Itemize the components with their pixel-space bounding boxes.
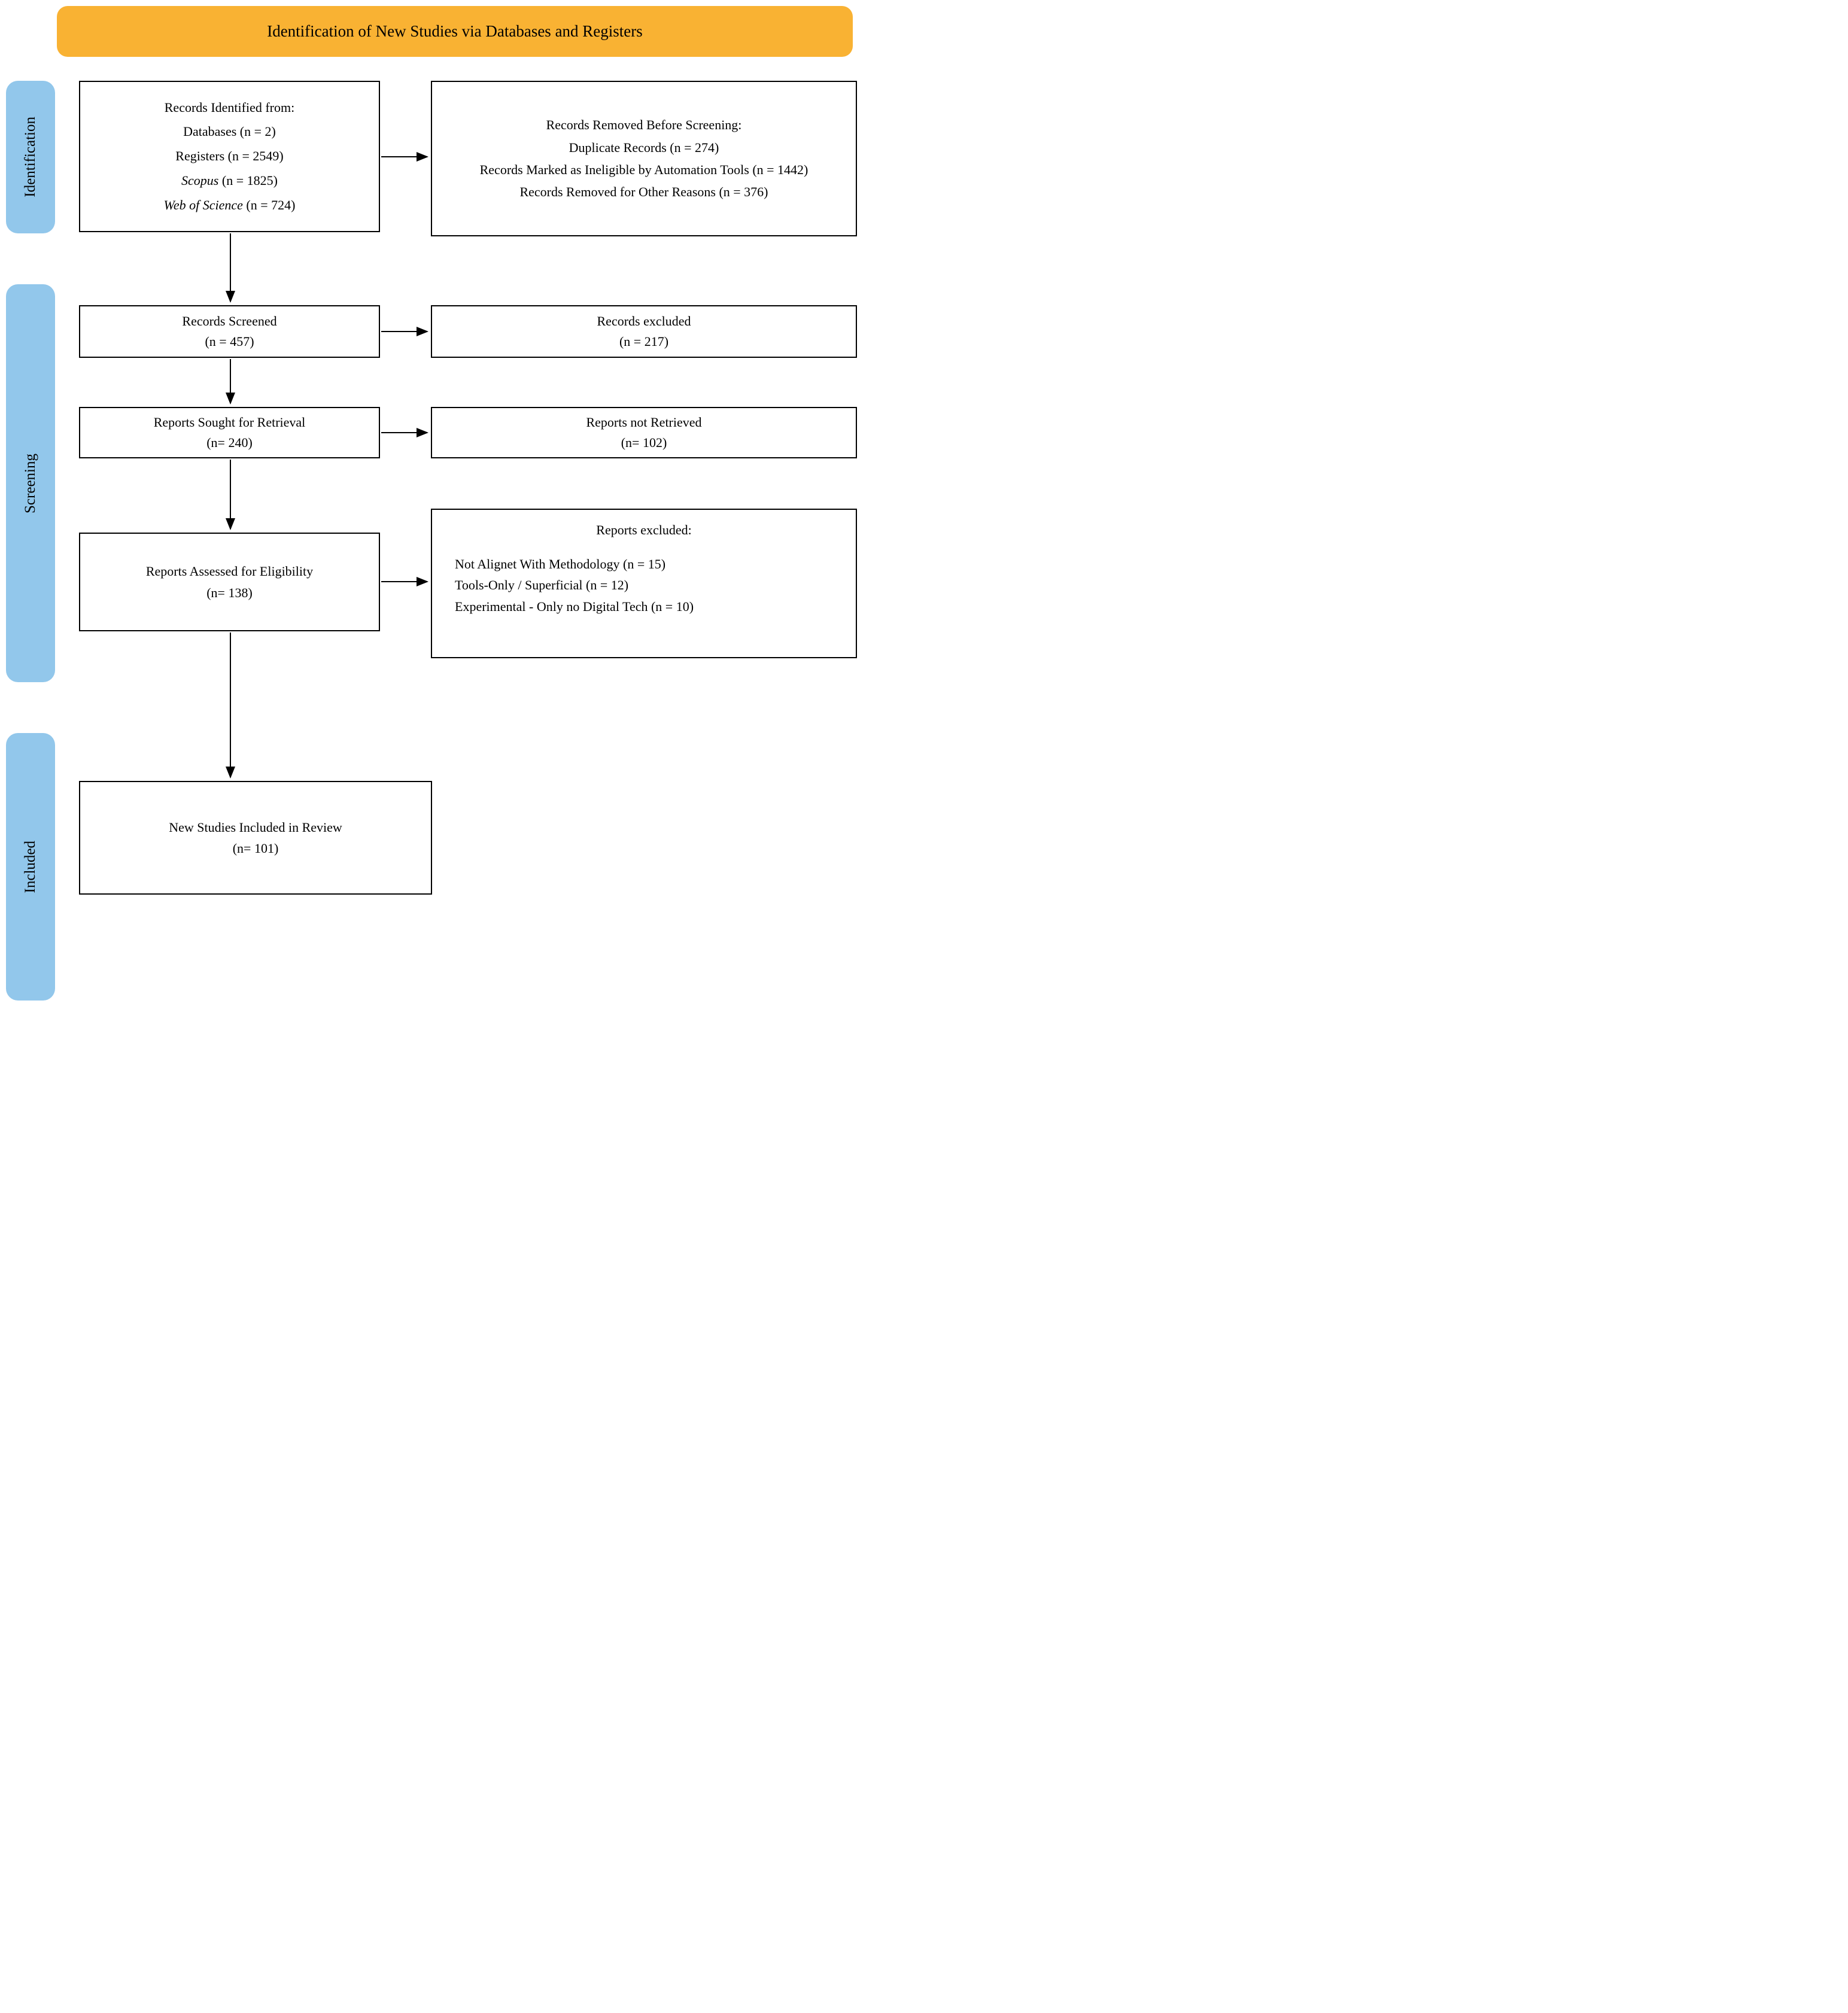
box-reports-excluded	[431, 509, 857, 658]
box-count: (n = 457)	[205, 334, 254, 349]
box-line: Reports not Retrieved	[586, 414, 702, 430]
box-line: Records Removed Before Screening:	[546, 117, 742, 133]
box-reports-sought-for-retrieval	[79, 407, 380, 458]
box-line: Records Screened	[182, 313, 277, 329]
box-line: Registers (n = 2549)	[175, 148, 284, 164]
box-records-screened	[79, 305, 380, 358]
box-records-identified	[79, 81, 380, 232]
stage-label-included	[6, 733, 55, 1001]
box-reports-not-retrieved	[431, 407, 857, 458]
stage-label-screening	[6, 284, 55, 682]
stage-label-text: Included	[22, 840, 38, 893]
database-name-scopus: Scopus	[181, 172, 219, 188]
box-title: Reports excluded:	[596, 522, 692, 537]
box-line-rest: (n = 724)	[242, 197, 296, 212]
database-name-web-of-science: Web of Science	[163, 197, 243, 212]
box-count: (n= 240)	[206, 435, 253, 450]
box-exclusion-reasons	[440, 540, 847, 617]
box-line-rest: (n = 1825)	[218, 172, 278, 188]
box-line: Reports Assessed for Eligibility	[145, 564, 314, 579]
stage-label-identification	[6, 81, 55, 233]
box-new-studies-included	[79, 781, 432, 895]
box-line: Records Identified from:	[164, 99, 295, 115]
box-line: Reports Sought for Retrieval	[153, 414, 306, 430]
box-line	[164, 193, 296, 218]
box-line: Duplicate Records (n = 274)	[569, 139, 719, 155]
box-line: Records excluded	[597, 313, 691, 329]
box-count: (n= 101)	[232, 841, 279, 856]
box-reports-assessed-for-eligibility	[79, 533, 380, 631]
exclusion-reason: Experimental - Only no Digital Tech (n = 10)	[455, 598, 694, 614]
stage-label-text: Screening	[22, 453, 38, 513]
exclusion-reason: Not Alignet With Methodology (n = 15)	[455, 557, 666, 572]
box-line: Databases (n = 2)	[183, 124, 276, 139]
box-records-excluded	[431, 305, 857, 358]
box-records-removed-before-screening	[431, 81, 857, 236]
box-count: (n = 217)	[619, 334, 669, 349]
box-line: Records Marked as Ineligible by Automation Tools (n = 1442)	[479, 162, 808, 177]
box-line: Records Removed for Other Reasons (n = 376)	[519, 184, 768, 200]
box-count: (n= 102)	[621, 435, 667, 450]
diagram-title-banner	[57, 6, 853, 57]
box-count: (n= 138)	[206, 585, 253, 600]
box-line	[181, 169, 278, 193]
diagram-title: Identification of New Studies via Databases and Registers	[267, 22, 643, 40]
box-line: New Studies Included in Review	[169, 819, 342, 835]
stage-label-text: Identification	[22, 117, 38, 197]
exclusion-reason: Tools-Only / Superficial (n = 12)	[455, 577, 629, 593]
prisma-flow-diagram	[0, 0, 924, 1007]
